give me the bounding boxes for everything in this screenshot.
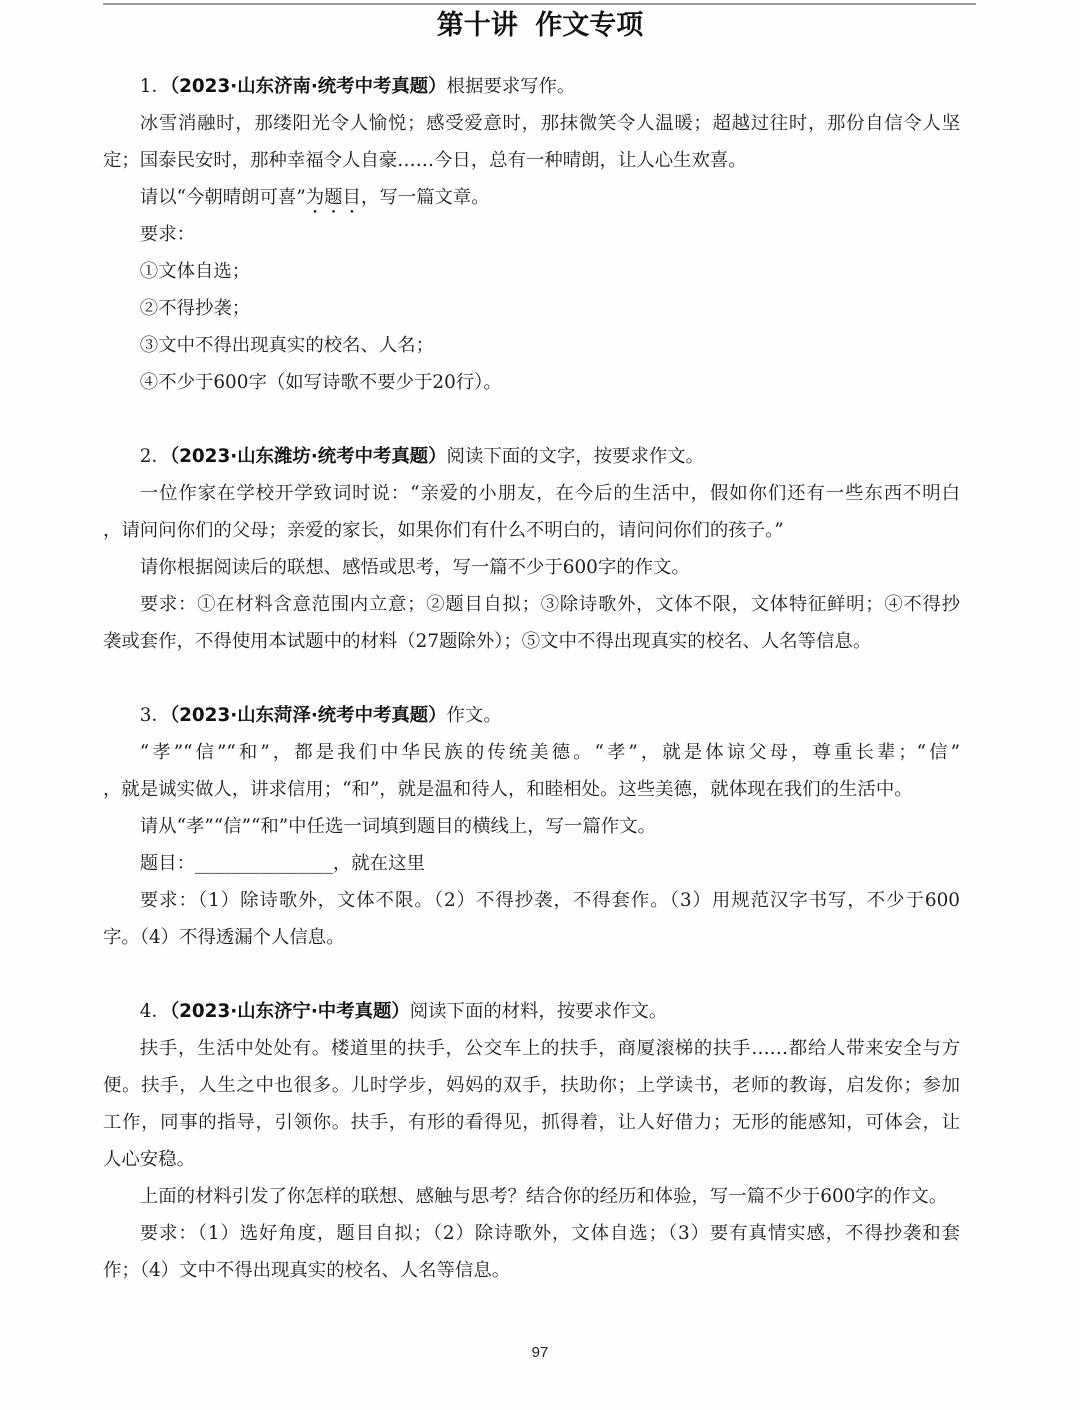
paragraph	[103, 549, 960, 586]
text-line: ③文中不得出现真实的校名、人名；	[139, 335, 435, 356]
text-line: 扶手，生活中处处有。楼道里的扶手，公交车上的扶手，商厦滚梯的扶手……都给人带来安全与方	[139, 1038, 960, 1059]
text-line: 工作，同事的指导，引领你。扶手，有形的看得见，抓得着，让人好借力；无形的能感知，可体会，让	[103, 1112, 960, 1133]
question-4	[103, 993, 960, 1289]
question-header	[103, 438, 960, 475]
question-prompt: 根据要求写作。	[446, 76, 576, 97]
paragraph	[103, 216, 960, 253]
text-line: 袭或套作，不得使用本试题中的材料（27题除外）；⑤文中不得出现真实的校名、人名等信息。	[103, 631, 872, 652]
text-line: 题目：_______________，就在这里	[139, 853, 425, 874]
question-1	[103, 68, 960, 401]
question-prompt: 阅读下面的材料，按要求作文。	[409, 1001, 668, 1022]
question-number: 2．	[139, 446, 170, 467]
text-line: 冰雪消融时，那缕阳光令人愉悦；感受爱意时，那抹微笑令人温暖；超越过往时，那份自信令人坚	[139, 113, 960, 134]
paragraph	[103, 1178, 960, 1215]
text-line: “孝”“信”“和”，都是我们中华民族的传统美德。“孝”，就是体谅父母，尊重长辈；“信”	[139, 742, 960, 763]
paragraph	[103, 105, 960, 179]
paragraph	[103, 290, 960, 327]
page-number: 97	[531, 1344, 549, 1361]
question-header	[103, 68, 960, 105]
question-prompt: 作文。	[446, 705, 502, 726]
question-2	[103, 438, 960, 660]
question-header	[103, 697, 960, 734]
text-line: 上面的材料引发了你怎样的联想、感触与思考？结合你的经历和体验，写一篇不少于600字的作文。	[139, 1186, 948, 1207]
paragraph	[103, 845, 960, 882]
text-line: ，请问问你们的父母；亲爱的家长，如果你们有什么不明白的，请问问你们的孩子。”	[103, 520, 784, 541]
text-line	[103, 179, 960, 216]
question-number: 4．	[139, 1001, 170, 1022]
question-source: （2023·山东济宁·中考真题）	[169, 1001, 410, 1022]
question-source: （2023·山东济南·统考中考真题）	[169, 76, 447, 97]
question-header	[103, 993, 960, 1030]
paragraph	[103, 734, 960, 808]
text-line: 便。扶手，人生之中也很多。儿时学步，妈妈的双手，扶助你；上学读书，老师的教诲，启发你；参加	[103, 1075, 960, 1096]
question-3	[103, 697, 960, 956]
question-list	[103, 68, 960, 1289]
text-line: ②不得抄袭；	[139, 298, 251, 319]
text-line: 字。（4）不得透漏个人信息。	[103, 927, 345, 948]
text-line: ④不少于600字（如写诗歌不要少于20行）。	[139, 372, 502, 393]
text-line: 请从“孝”“信”“和”中任选一词填到题目的横线上，写一篇作文。	[139, 816, 656, 837]
text-line: 要求：①在材料含意范围内立意；②题目自拟；③除诗歌外，文体不限，文体特征鲜明；④不得抄	[139, 594, 960, 615]
text-line: 一位作家在学校开学致词时说：“亲爱的小朋友，在今后的生活中，假如你们还有一些东西不明白	[139, 483, 960, 504]
text-line: ①文体自选；	[139, 261, 251, 282]
paragraph	[103, 179, 960, 216]
text-line: 要求：（1）选好角度，题目自拟；（2）除诗歌外，文体自选；（3）要有真情实感，不得抄袭和套	[139, 1223, 960, 1244]
paragraph	[103, 586, 960, 660]
question-number: 1．	[139, 76, 170, 97]
paragraph	[103, 1215, 960, 1289]
paragraph	[103, 1030, 960, 1178]
page-title: 第十讲 作文专项	[436, 10, 644, 41]
text-line: ，就是诚实做人，讲求信用；“和”，就是温和待人，和睦相处。这些美德，就体现在我们的生活中。	[103, 779, 913, 800]
text-segment: ，写一篇文章。	[360, 187, 490, 208]
paragraph	[103, 327, 960, 364]
question-number: 3．	[139, 705, 170, 726]
question-source: （2023·山东潍坊·统考中考真题）	[169, 446, 447, 467]
text-line: 作；（4）文中不得出现真实的校名、人名等信息。	[103, 1260, 511, 1281]
question-source: （2023·山东菏泽·统考中考真题）	[169, 705, 447, 726]
text-line: 人心安稳。	[103, 1149, 195, 1170]
text-line: 定；国泰民安时，那种幸福令人自豪……今日，总有一种晴朗，让人心生欢喜。	[103, 150, 747, 171]
question-prompt: 阅读下面的文字，按要求作文。	[446, 446, 705, 467]
text-line: 要求：（1）除诗歌外，文体不限。（2）不得抄袭，不得套作。（3）用规范汉字书写，不少于600	[139, 890, 960, 911]
text-line: 要求：	[139, 224, 195, 245]
paragraph	[103, 475, 960, 549]
paragraph	[103, 882, 960, 956]
paragraph	[103, 253, 960, 290]
text-line: 请你根据阅读后的联想、感悟或思考，写一篇不少于600字的作文。	[139, 557, 690, 578]
paragraph	[103, 364, 960, 401]
text-segment: 请以“今朝晴朗可喜”	[139, 187, 306, 208]
emphasis-dotted-text: 为题目	[305, 187, 361, 208]
paragraph	[103, 808, 960, 845]
